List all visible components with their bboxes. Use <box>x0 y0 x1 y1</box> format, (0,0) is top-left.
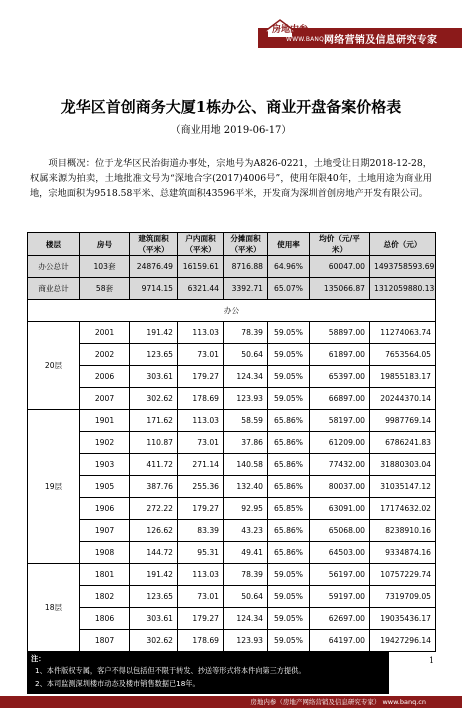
cell: 2002 <box>80 344 130 366</box>
header-build-area: 建筑面积（平米） <box>130 233 178 256</box>
total-cell-rate: 65.07% <box>268 278 310 300</box>
header-room: 房号 <box>80 233 130 256</box>
cell: 303.61 <box>130 366 178 388</box>
cell: 302.62 <box>130 388 178 410</box>
cell: 50.64 <box>224 586 268 608</box>
table-row <box>28 344 436 366</box>
table-header-row <box>28 233 436 256</box>
header-inner-area: 户内面积（平米） <box>178 233 224 256</box>
notes-box <box>27 652 389 694</box>
total-cell-count: 58套 <box>80 278 130 300</box>
cell: 92.95 <box>224 498 268 520</box>
cell: 65397.00 <box>310 366 370 388</box>
cell: 1902 <box>80 432 130 454</box>
cell: 387.76 <box>130 476 178 498</box>
cell: 73.01 <box>178 586 224 608</box>
cell: 65.86% <box>268 410 310 432</box>
cell: 179.27 <box>178 498 224 520</box>
cell: 63091.00 <box>310 498 370 520</box>
cell: 73.01 <box>178 344 224 366</box>
header-floor: 楼层 <box>28 233 80 256</box>
total-cell-total: 1312059880.13 <box>370 278 436 300</box>
cell: 7319709.05 <box>370 586 436 608</box>
page-number: 1 <box>429 656 435 665</box>
cell: 303.61 <box>130 608 178 630</box>
cell: 8238910.16 <box>370 520 436 542</box>
bottom-bar <box>0 696 462 708</box>
cell: 62697.00 <box>310 608 370 630</box>
cell: 59.05% <box>268 586 310 608</box>
cell: 59.05% <box>268 630 310 652</box>
cell: 65.85% <box>268 498 310 520</box>
total-row <box>28 256 436 278</box>
cell: 1903 <box>80 454 130 476</box>
section-row <box>28 300 436 322</box>
cell: 1905 <box>80 476 130 498</box>
note-copyright: 1、本件版权专属，客户不得以包括但不限于转发、抄送等形式将本件向第三方提供。 <box>35 666 306 675</box>
cell: 59.05% <box>268 608 310 630</box>
total-cell-rate: 64.96% <box>268 256 310 278</box>
cell: 65.86% <box>268 542 310 564</box>
cell: 59197.00 <box>310 586 370 608</box>
cell: 124.34 <box>224 366 268 388</box>
table-row <box>28 366 436 388</box>
cell: 191.42 <box>130 322 178 344</box>
cell: 272.22 <box>130 498 178 520</box>
total-row <box>28 278 436 300</box>
cell: 113.03 <box>178 410 224 432</box>
cell: 411.72 <box>130 454 178 476</box>
cell: 179.27 <box>178 608 224 630</box>
cell: 2006 <box>80 366 130 388</box>
total-cell-avg: 60047.00 <box>310 256 370 278</box>
total-cell-share: 8716.88 <box>224 256 268 278</box>
cell: 83.39 <box>178 520 224 542</box>
header-share-area: 分摊面积（平米） <box>224 233 268 256</box>
cell: 1901 <box>80 410 130 432</box>
table-row <box>28 498 436 520</box>
cell: 58.59 <box>224 410 268 432</box>
cell: 1801 <box>80 564 130 586</box>
cell: 191.42 <box>130 564 178 586</box>
cell: 1908 <box>80 542 130 564</box>
table-row <box>28 608 436 630</box>
cell: 10757229.74 <box>370 564 436 586</box>
cell: 123.65 <box>130 586 178 608</box>
cell: 80037.00 <box>310 476 370 498</box>
cell: 6786241.83 <box>370 432 436 454</box>
cell: 179.27 <box>178 366 224 388</box>
total-cell-avg: 135066.87 <box>310 278 370 300</box>
cell: 123.93 <box>224 630 268 652</box>
header-usage-rate: 使用率 <box>268 233 310 256</box>
cell: 59.05% <box>268 564 310 586</box>
total-cell-label: 办公总计 <box>28 256 80 278</box>
cell: 43.23 <box>224 520 268 542</box>
cell: 126.62 <box>130 520 178 542</box>
floor-label: 19层 <box>28 410 80 564</box>
cell: 124.34 <box>224 608 268 630</box>
table-row <box>28 630 436 652</box>
table-row <box>28 586 436 608</box>
cell: 56197.00 <box>310 564 370 586</box>
cell: 78.39 <box>224 564 268 586</box>
table-row <box>28 476 436 498</box>
total-cell-inner: 6321.44 <box>178 278 224 300</box>
table-row <box>28 564 436 586</box>
cell: 17174632.02 <box>370 498 436 520</box>
cell: 49.41 <box>224 542 268 564</box>
cell: 123.93 <box>224 388 268 410</box>
cell: 50.64 <box>224 344 268 366</box>
cell: 132.40 <box>224 476 268 498</box>
cell: 59.05% <box>268 322 310 344</box>
cell: 1802 <box>80 586 130 608</box>
cell: 19855183.17 <box>370 366 436 388</box>
cell: 9987769.14 <box>370 410 436 432</box>
total-cell-share: 3392.71 <box>224 278 268 300</box>
cell: 37.86 <box>224 432 268 454</box>
cell: 11274063.74 <box>370 322 436 344</box>
cell: 58197.00 <box>310 410 370 432</box>
cell: 65.86% <box>268 520 310 542</box>
cell: 59.05% <box>268 388 310 410</box>
cell: 19035436.17 <box>370 608 436 630</box>
cell: 61209.00 <box>310 432 370 454</box>
floor-label: 20层 <box>28 322 80 410</box>
cell: 65.86% <box>268 454 310 476</box>
cell: 77432.00 <box>310 454 370 476</box>
project-overview: 项目概况：位于龙华区民治街道办事处，宗地号为A826-0221，土地受让日期2018-12-28，权属来源为拍卖，土地批准文号为“深地合字(2017)4006号”，使用年限40年，土地用途为商业用地，宗地面积为9518.58平米、总建筑面积43596平米，开发商为深圳首创房地产开发有限公司。 <box>30 158 432 199</box>
cell: 140.58 <box>224 454 268 476</box>
table-row <box>28 542 436 564</box>
total-cell-label: 商业总计 <box>28 278 80 300</box>
table-row <box>28 388 436 410</box>
cell: 31035147.12 <box>370 476 436 498</box>
table-row <box>28 322 436 344</box>
total-cell-build: 9714.15 <box>130 278 178 300</box>
floor-label: 18层 <box>28 564 80 652</box>
cell: 302.62 <box>130 630 178 652</box>
table-row <box>28 410 436 432</box>
cell: 123.65 <box>130 344 178 366</box>
cell: 59.05% <box>268 344 310 366</box>
cell: 61897.00 <box>310 344 370 366</box>
brand-tagline: 网络营销及信息研究专家 <box>324 35 438 46</box>
cell: 1806 <box>80 608 130 630</box>
cell: 19427296.14 <box>370 630 436 652</box>
table-row <box>28 454 436 476</box>
cell: 271.14 <box>178 454 224 476</box>
section-label: 办公 <box>28 300 436 322</box>
cell: 20244370.14 <box>370 388 436 410</box>
cell: 113.03 <box>178 322 224 344</box>
cell: 1907 <box>80 520 130 542</box>
cell: 78.39 <box>224 322 268 344</box>
price-table <box>27 232 436 652</box>
total-cell-total: 1493758593.69 <box>370 256 436 278</box>
cell: 113.03 <box>178 564 224 586</box>
header-total-price: 总价（元） <box>370 233 436 256</box>
cell: 110.87 <box>130 432 178 454</box>
brand-url[interactable]: WWW.BANQ.cn <box>286 36 334 43</box>
table-row <box>28 520 436 542</box>
notes-head: 注： <box>31 654 46 663</box>
page-title: 龙华区首创商务大厦1栋办公、商业开盘备案价格表 <box>60 98 402 116</box>
page-subtitle: （商业用地 2019-06-17） <box>170 125 292 136</box>
header-avg-price: 均价（元/平米） <box>310 233 370 256</box>
cell: 65.86% <box>268 432 310 454</box>
cell: 66897.00 <box>310 388 370 410</box>
note-monitoring: 2、本司监测深圳楼市动态及楼市销售数据已18年。 <box>35 679 200 688</box>
total-cell-build: 24876.49 <box>130 256 178 278</box>
cell: 65068.00 <box>310 520 370 542</box>
cell: 1906 <box>80 498 130 520</box>
cell: 178.69 <box>178 630 224 652</box>
table-row <box>28 432 436 454</box>
cell: 2007 <box>80 388 130 410</box>
cell: 9334874.16 <box>370 542 436 564</box>
cell: 59.05% <box>268 366 310 388</box>
cell: 1807 <box>80 630 130 652</box>
total-cell-inner: 16159.61 <box>178 256 224 278</box>
cell: 95.31 <box>178 542 224 564</box>
cell: 178.69 <box>178 388 224 410</box>
cell: 64197.00 <box>310 630 370 652</box>
cell: 65.86% <box>268 476 310 498</box>
bottom-brand-text: 房地内参（房地产网络营销及信息研究专家） www.banq.cn <box>250 698 426 706</box>
cell: 73.01 <box>178 432 224 454</box>
cell: 64503.00 <box>310 542 370 564</box>
brand-logo-text: 房地内参 <box>272 25 309 35</box>
cell: 255.36 <box>178 476 224 498</box>
cell: 7653564.05 <box>370 344 436 366</box>
cell: 2001 <box>80 322 130 344</box>
cell: 58897.00 <box>310 322 370 344</box>
cell: 31880303.04 <box>370 454 436 476</box>
cell: 144.72 <box>130 542 178 564</box>
cell: 171.62 <box>130 410 178 432</box>
total-cell-count: 103套 <box>80 256 130 278</box>
